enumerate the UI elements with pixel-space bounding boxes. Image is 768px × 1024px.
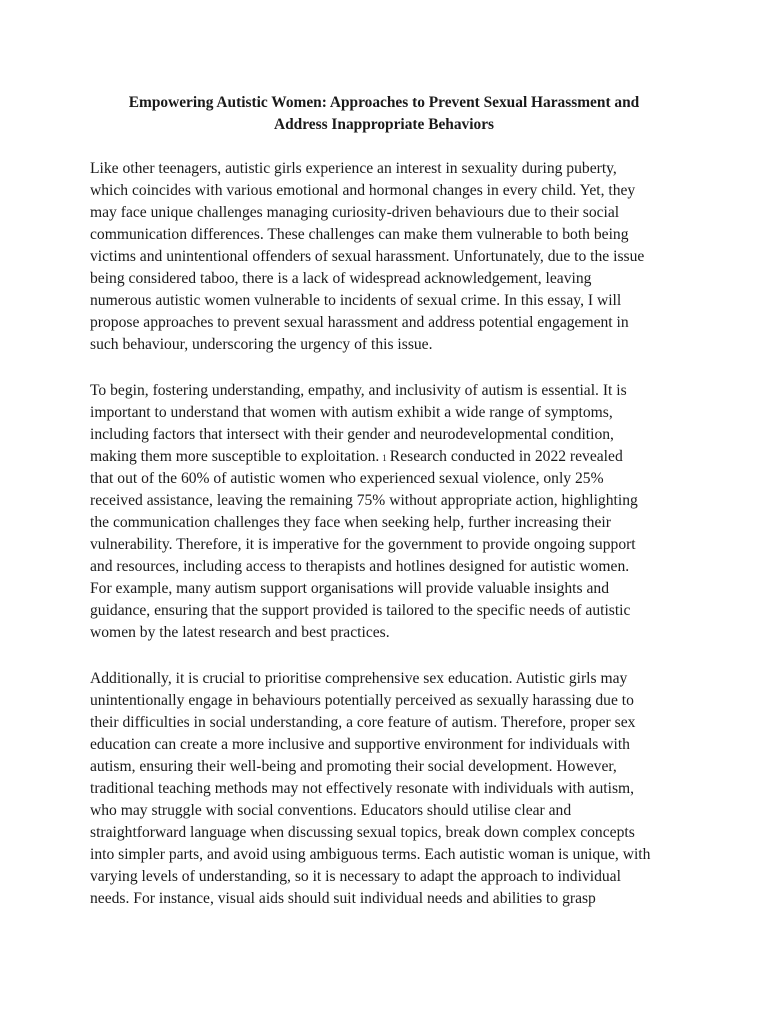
text-segment: Research conducted in 2022 revealed	[389, 448, 623, 465]
text-line-with-footnote	[90, 446, 690, 468]
paragraph-sex-education	[90, 668, 690, 910]
title-line-2: Address Inappropriate Behaviors	[273, 116, 495, 133]
text-line: Like other teenagers, autistic girls experience an interest in sexuality during puberty,	[90, 160, 617, 177]
text-line: may face unique challenges managing curiosity-driven behaviours due to their social	[90, 204, 620, 221]
paragraph-introduction	[90, 158, 690, 356]
text-line: To begin, fostering understanding, empathy, and inclusivity of autism is essential. It is	[90, 382, 627, 399]
text-line: and resources, including access to therapists and hotlines designed for autistic women.	[90, 558, 630, 575]
text-line: varying levels of understanding, so it is necessary to adapt the approach to individual	[90, 868, 621, 885]
text-line: numerous autistic women vulnerable to incidents of sexual crime. In this essay, I will	[90, 292, 622, 309]
text-line: needs. For instance, visual aids should suit individual needs and abilities to grasp	[90, 890, 596, 907]
footnote-marker[interactable]: 1	[382, 453, 387, 463]
text-line: that out of the 60% of autistic women who experienced sexual violence, only 25%	[90, 470, 604, 487]
text-line: important to understand that women with autism exhibit a wide range of symptoms,	[90, 404, 613, 421]
text-line: victims and unintentional offenders of sexual harassment. Unfortunately, due to the issue	[90, 248, 645, 265]
text-line: being considered taboo, there is a lack of widespread acknowledgement, leaving	[90, 270, 592, 287]
text-line: who may struggle with social conventions. Educators should utilise clear and	[90, 802, 572, 819]
text-line: their difficulties in social understanding, a core feature of autism. Therefore, proper sex	[90, 714, 636, 731]
title-line-1: Empowering Autistic Women: Approaches to Prevent Sexual Harassment and	[128, 94, 640, 111]
text-line: received assistance, leaving the remaining 75% without appropriate action, highlighting	[90, 492, 638, 509]
text-line: such behaviour, underscoring the urgency of this issue.	[90, 336, 433, 353]
text-line: vulnerability. Therefore, it is imperative for the government to provide ongoing support	[90, 536, 636, 553]
text-segment: making them more susceptible to exploitation.	[90, 448, 380, 465]
text-line: propose approaches to prevent sexual harassment and address potential engagement in	[90, 314, 629, 331]
text-line: For example, many autism support organisations will provide valuable insights and	[90, 580, 609, 597]
text-line: traditional teaching methods may not effectively resonate with individuals with autism,	[90, 780, 635, 797]
text-line: education can create a more inclusive and supportive environment for individuals with	[90, 736, 630, 753]
text-line: Additionally, it is crucial to prioritise comprehensive sex education. Autistic girls may	[90, 670, 628, 687]
document-title	[90, 92, 678, 136]
text-line: which coincides with various emotional and hormonal changes in every child. Yet, they	[90, 182, 636, 199]
text-line: autism, ensuring their well-being and promoting their social development. However,	[90, 758, 617, 775]
text-line: unintentionally engage in behaviours potentially perceived as sexually harassing due to	[90, 692, 634, 709]
text-line: women by the latest research and best practices.	[90, 624, 390, 641]
text-line: into simpler parts, and avoid using ambiguous terms. Each autistic woman is unique, with	[90, 846, 651, 863]
text-line: guidance, ensuring that the support provided is tailored to the specific needs of autistic	[90, 602, 631, 619]
text-line: communication differences. These challenges can make them vulnerable to both being	[90, 226, 629, 243]
text-line: the communication challenges they face when seeking help, further increasing their	[90, 514, 611, 531]
text-line: straightforward language when discussing sexual topics, break down complex concepts	[90, 824, 635, 841]
paragraph-understanding	[90, 380, 690, 644]
text-line: including factors that intersect with their gender and neurodevelopmental condition,	[90, 426, 614, 443]
